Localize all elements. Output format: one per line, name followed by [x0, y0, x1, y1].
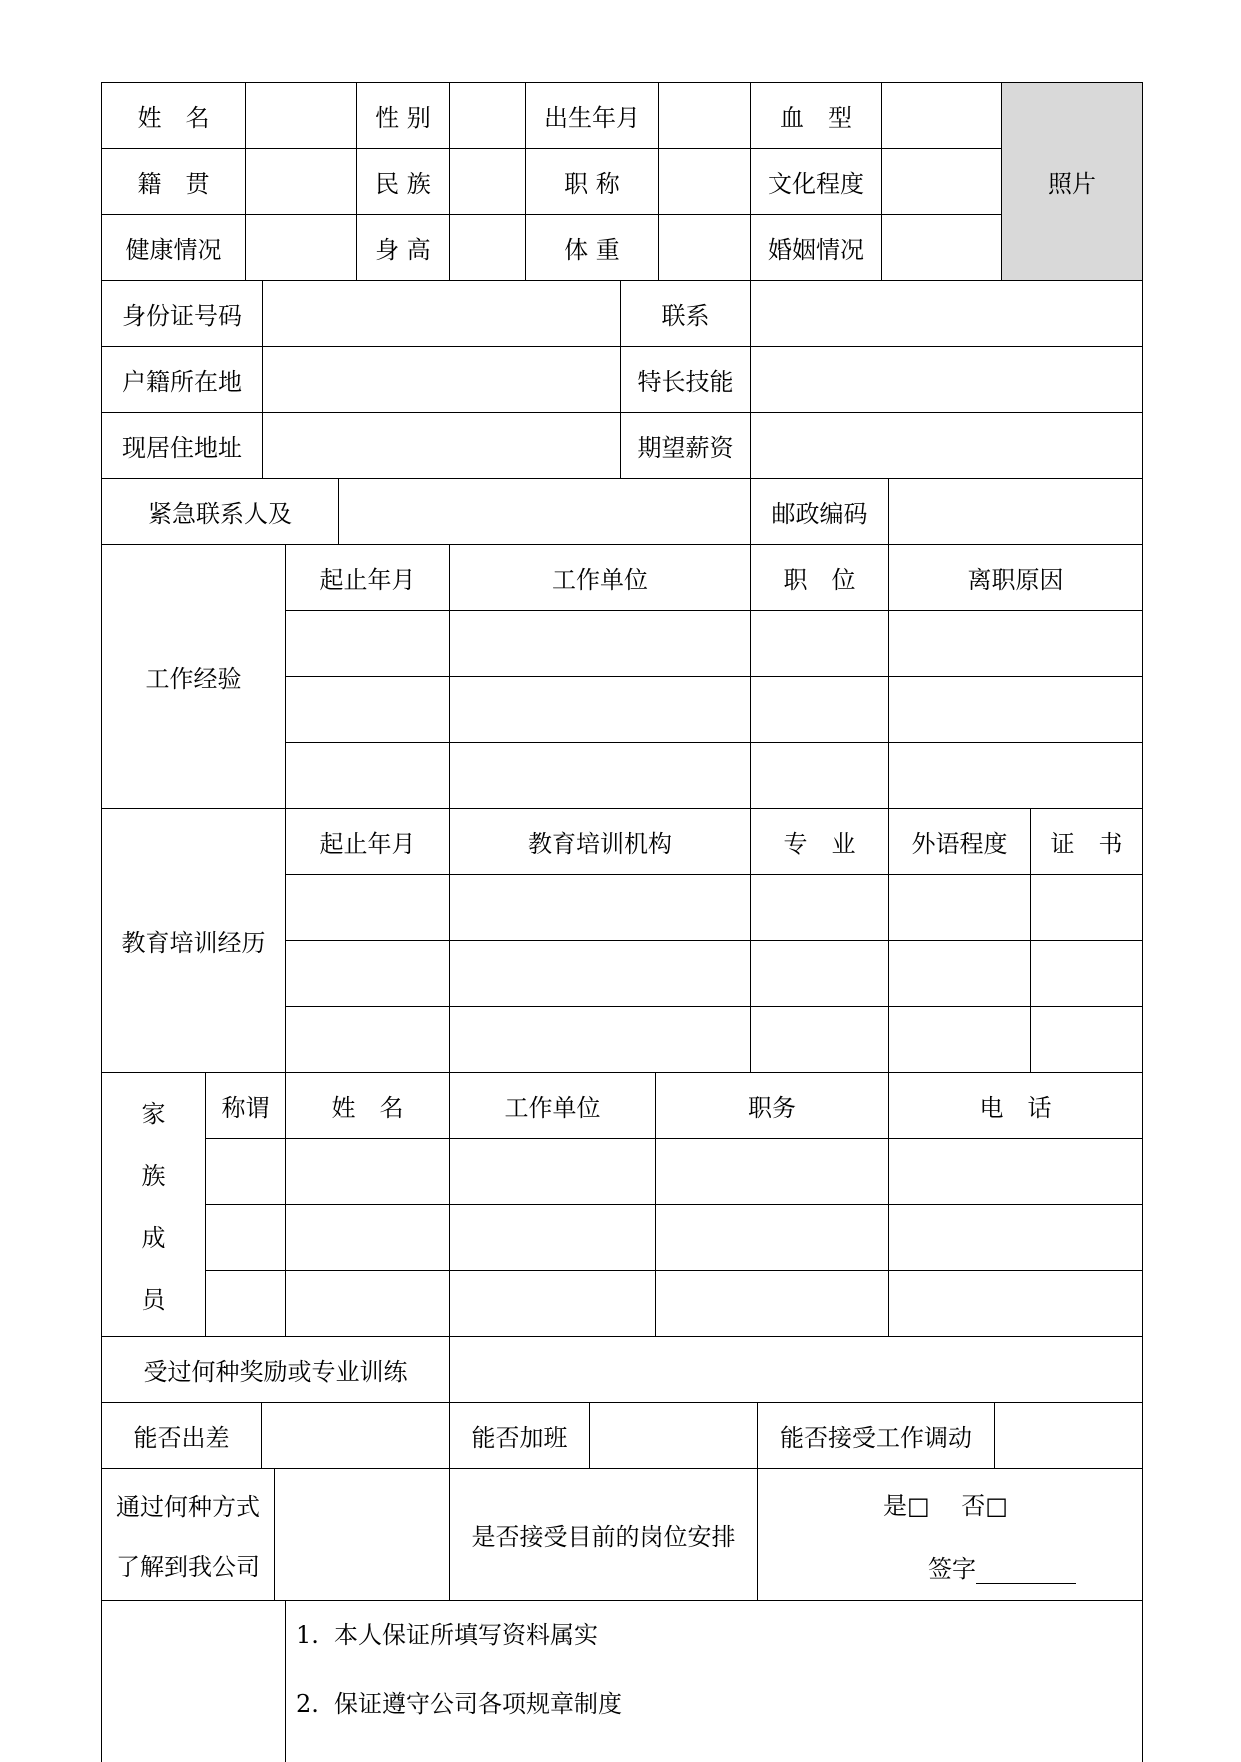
name-label: 姓 名 [101, 82, 245, 148]
edu-cell[interactable] [750, 1006, 888, 1072]
edu-cell[interactable] [449, 874, 750, 940]
weight-field[interactable] [658, 214, 750, 280]
education-level-label: 文化程度 [750, 148, 881, 214]
work-header-position: 职 位 [750, 544, 888, 610]
family-cell[interactable] [285, 1204, 449, 1270]
hukou-field[interactable] [262, 346, 620, 412]
health-field[interactable] [245, 214, 356, 280]
source-label-line: 通过何种方式 [116, 1493, 260, 1522]
edu-header-institution: 教育培训机构 [449, 808, 750, 874]
family-char: 家 [141, 1100, 166, 1129]
edu-cell[interactable] [449, 940, 750, 1006]
declaration-label-cell [101, 1600, 285, 1762]
family-cell[interactable] [655, 1138, 888, 1204]
postcode-field[interactable] [888, 478, 1143, 544]
blood-type-field[interactable] [881, 82, 1001, 148]
hukou-label: 户籍所在地 [101, 346, 262, 412]
work-cell[interactable] [750, 610, 888, 676]
work-cell[interactable] [750, 676, 888, 742]
contact-field[interactable] [750, 280, 1143, 346]
salary-field[interactable] [750, 412, 1143, 478]
declaration-list [285, 1600, 1143, 1762]
origin-field[interactable] [245, 148, 356, 214]
salary-label: 期望薪资 [620, 412, 750, 478]
work-cell[interactable] [449, 742, 750, 808]
edu-header-major: 专 业 [750, 808, 888, 874]
edu-cell[interactable] [888, 1006, 1030, 1072]
family-cell[interactable] [655, 1270, 888, 1336]
work-header-employer: 工作单位 [449, 544, 750, 610]
photo-box[interactable]: 照片 [1001, 82, 1143, 280]
family-cell[interactable] [449, 1270, 655, 1336]
family-section-label [101, 1072, 205, 1336]
family-cell[interactable] [449, 1138, 655, 1204]
marital-field[interactable] [881, 214, 1001, 280]
overtime-field[interactable] [589, 1402, 757, 1468]
signature-row [883, 1549, 1076, 1584]
skills-label: 特长技能 [620, 346, 750, 412]
edu-cell[interactable] [1030, 1006, 1143, 1072]
height-label: 身 高 [356, 214, 449, 280]
family-cell[interactable] [888, 1204, 1143, 1270]
awards-label: 受过何种奖励或专业训练 [101, 1336, 449, 1402]
title-label: 职 称 [525, 148, 658, 214]
address-field[interactable] [262, 412, 620, 478]
awards-field[interactable] [449, 1336, 1143, 1402]
application-form [101, 82, 1143, 1762]
education-section-label: 教育培训经历 [101, 808, 285, 1072]
family-cell[interactable] [888, 1270, 1143, 1336]
travel-label: 能否出差 [101, 1402, 261, 1468]
accept-answer [757, 1468, 1143, 1600]
blood-type-label: 血 型 [750, 82, 881, 148]
transfer-field[interactable] [994, 1402, 1143, 1468]
edu-cell[interactable] [285, 1006, 449, 1072]
edu-cell[interactable] [449, 1006, 750, 1072]
source-label [101, 1468, 274, 1600]
edu-cell[interactable] [750, 940, 888, 1006]
work-cell[interactable] [888, 676, 1143, 742]
signature-line[interactable] [976, 1561, 1076, 1584]
family-cell[interactable] [655, 1204, 888, 1270]
edu-cell[interactable] [888, 940, 1030, 1006]
work-section-label: 工作经验 [101, 544, 285, 808]
family-cell[interactable] [888, 1138, 1143, 1204]
work-cell[interactable] [449, 676, 750, 742]
work-cell[interactable] [285, 676, 449, 742]
emergency-contact-label: 紧急联系人及 [101, 478, 338, 544]
edu-cell[interactable] [1030, 874, 1143, 940]
family-cell[interactable] [205, 1204, 285, 1270]
id-number-field[interactable] [262, 280, 620, 346]
ethnicity-label: 民 族 [356, 148, 449, 214]
work-cell[interactable] [449, 610, 750, 676]
ethnicity-field[interactable] [449, 148, 525, 214]
height-field[interactable] [449, 214, 525, 280]
contact-label: 联系 [620, 280, 750, 346]
overtime-label: 能否加班 [449, 1402, 589, 1468]
id-number-label: 身份证号码 [101, 280, 262, 346]
edu-header-period: 起止年月 [285, 808, 449, 874]
name-field[interactable] [245, 82, 356, 148]
edu-cell[interactable] [285, 874, 449, 940]
work-header-period: 起止年月 [285, 544, 449, 610]
declaration-item: 1. 本人保证所填写资料属实 [296, 1621, 598, 1649]
health-label: 健康情况 [101, 214, 245, 280]
gender-label: 性 别 [356, 82, 449, 148]
family-header-duty: 职务 [655, 1072, 888, 1138]
edu-cell[interactable] [1030, 940, 1143, 1006]
edu-cell[interactable] [750, 874, 888, 940]
family-header-phone: 电 话 [888, 1072, 1143, 1138]
signature-label: 签字 [928, 1554, 976, 1583]
declaration-item: 2. 保证遵守公司各项规章制度 [296, 1690, 622, 1718]
family-cell[interactable] [205, 1270, 285, 1336]
education-level-field[interactable] [881, 148, 1001, 214]
skills-field[interactable] [750, 346, 1143, 412]
emergency-contact-field[interactable] [338, 478, 750, 544]
family-cell[interactable] [285, 1270, 449, 1336]
source-field[interactable] [274, 1468, 449, 1600]
postcode-label: 邮政编码 [750, 478, 888, 544]
family-char: 员 [141, 1285, 166, 1314]
family-header-relation: 称谓 [205, 1072, 285, 1138]
source-label-line: 了解到我公司 [116, 1552, 260, 1581]
work-header-reason: 离职原因 [888, 544, 1143, 610]
family-cell[interactable] [205, 1138, 285, 1204]
address-label: 现居住地址 [101, 412, 262, 478]
work-cell[interactable] [750, 742, 888, 808]
work-cell[interactable] [285, 742, 449, 808]
marital-label: 婚姻情况 [750, 214, 881, 280]
family-cell[interactable] [449, 1204, 655, 1270]
edu-header-certificate: 证 书 [1030, 808, 1143, 874]
yes-no-checkboxes[interactable]: 是□ 否□ [883, 1491, 1008, 1520]
accept-label: 是否接受目前的岗位安排 [449, 1468, 757, 1600]
family-header-employer: 工作单位 [449, 1072, 655, 1138]
title-field[interactable] [658, 148, 750, 214]
weight-label: 体 重 [525, 214, 658, 280]
work-cell[interactable] [888, 742, 1143, 808]
origin-label: 籍 贯 [101, 148, 245, 214]
gender-field[interactable] [449, 82, 525, 148]
birth-label: 出生年月 [525, 82, 658, 148]
work-cell[interactable] [888, 610, 1143, 676]
transfer-label: 能否接受工作调动 [757, 1402, 994, 1468]
travel-field[interactable] [261, 1402, 449, 1468]
family-char: 族 [141, 1162, 166, 1191]
family-cell[interactable] [285, 1138, 449, 1204]
birth-field[interactable] [658, 82, 750, 148]
family-char: 成 [141, 1223, 166, 1252]
edu-header-language: 外语程度 [888, 808, 1030, 874]
edu-cell[interactable] [888, 874, 1030, 940]
edu-cell[interactable] [285, 940, 449, 1006]
family-header-name: 姓 名 [285, 1072, 449, 1138]
work-cell[interactable] [285, 610, 449, 676]
